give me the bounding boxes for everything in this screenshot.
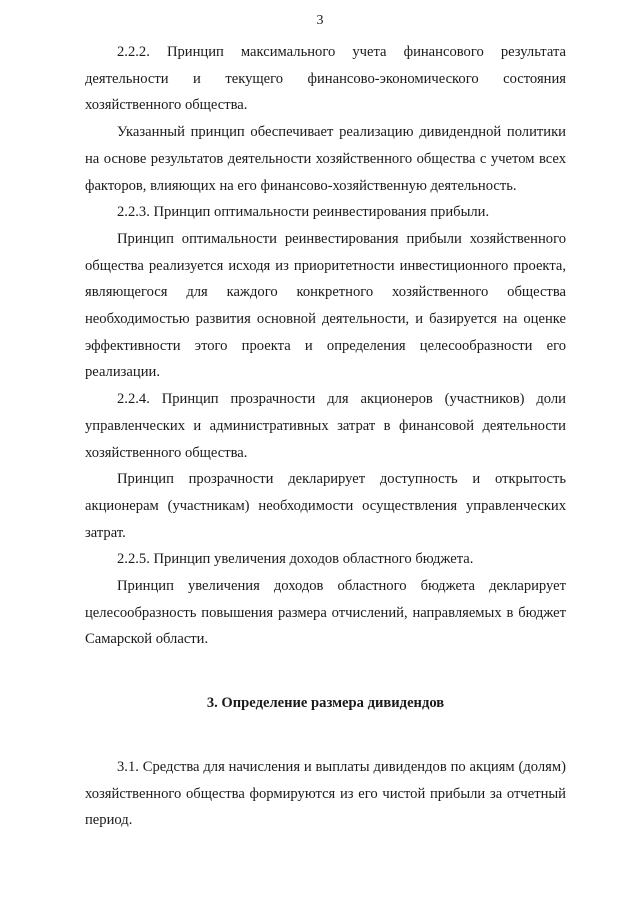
section-heading: 3. Определение размера дивидендов bbox=[206, 695, 445, 712]
paragraph-2-2-5-explanation: Принцип увеличения доходов областного бюджета декларирует целесообразность повышения размера отчислений, направляемых в бюджет Самарской области. bbox=[85, 578, 566, 648]
paragraph-2-2-5: 2.2.5. Принцип увеличения доходов областного бюджета. bbox=[117, 551, 474, 568]
page-number: 3 bbox=[316, 13, 324, 28]
paragraph-2-2-3: 2.2.3. Принцип оптимальности реинвестирования прибыли. bbox=[117, 204, 490, 221]
paragraph-2-2-2: 2.2.2. Принцип максимального учета финансового результата деятельности и текущего финансово-экономического состояния хозяйственного общества. bbox=[85, 44, 566, 114]
document-body bbox=[85, 39, 566, 834]
paragraph-3-1: 3.1. Средства для начисления и выплаты дивидендов по акциям (долям) хозяйственного общества формируются из его чистой прибыли за отчетный период. bbox=[85, 758, 566, 829]
paragraph-2-2-2-explanation: Указанный принцип обеспечивает реализацию дивидендной политики на основе результатов деятельности хозяйственного общества с учетом всех факторов, влияющих на его финансово-хозяйственную деятельность. bbox=[85, 124, 566, 194]
paragraph-2-2-3-explanation: Принцип оптимальности реинвестирования прибыли хозяйственного общества реализуется исходя из приоритетности инвестиционного проекта, являющегося для каждого конкретного хозяйственного общества необходимостью развития основной деятельности, и базируется на оценке эффективности этого проекта и определения целесообразности его реализации. bbox=[85, 230, 566, 381]
paragraph-2-2-4-explanation: Принцип прозрачности декларирует доступность и открытость акционерам (участникам) необходимости осуществления управленческих затрат. bbox=[85, 471, 566, 541]
paragraph-2-2-4: 2.2.4. Принцип прозрачности для акционеров (участников) доли управленческих и административных затрат в финансовой деятельности хозяйственного общества. bbox=[85, 391, 566, 461]
